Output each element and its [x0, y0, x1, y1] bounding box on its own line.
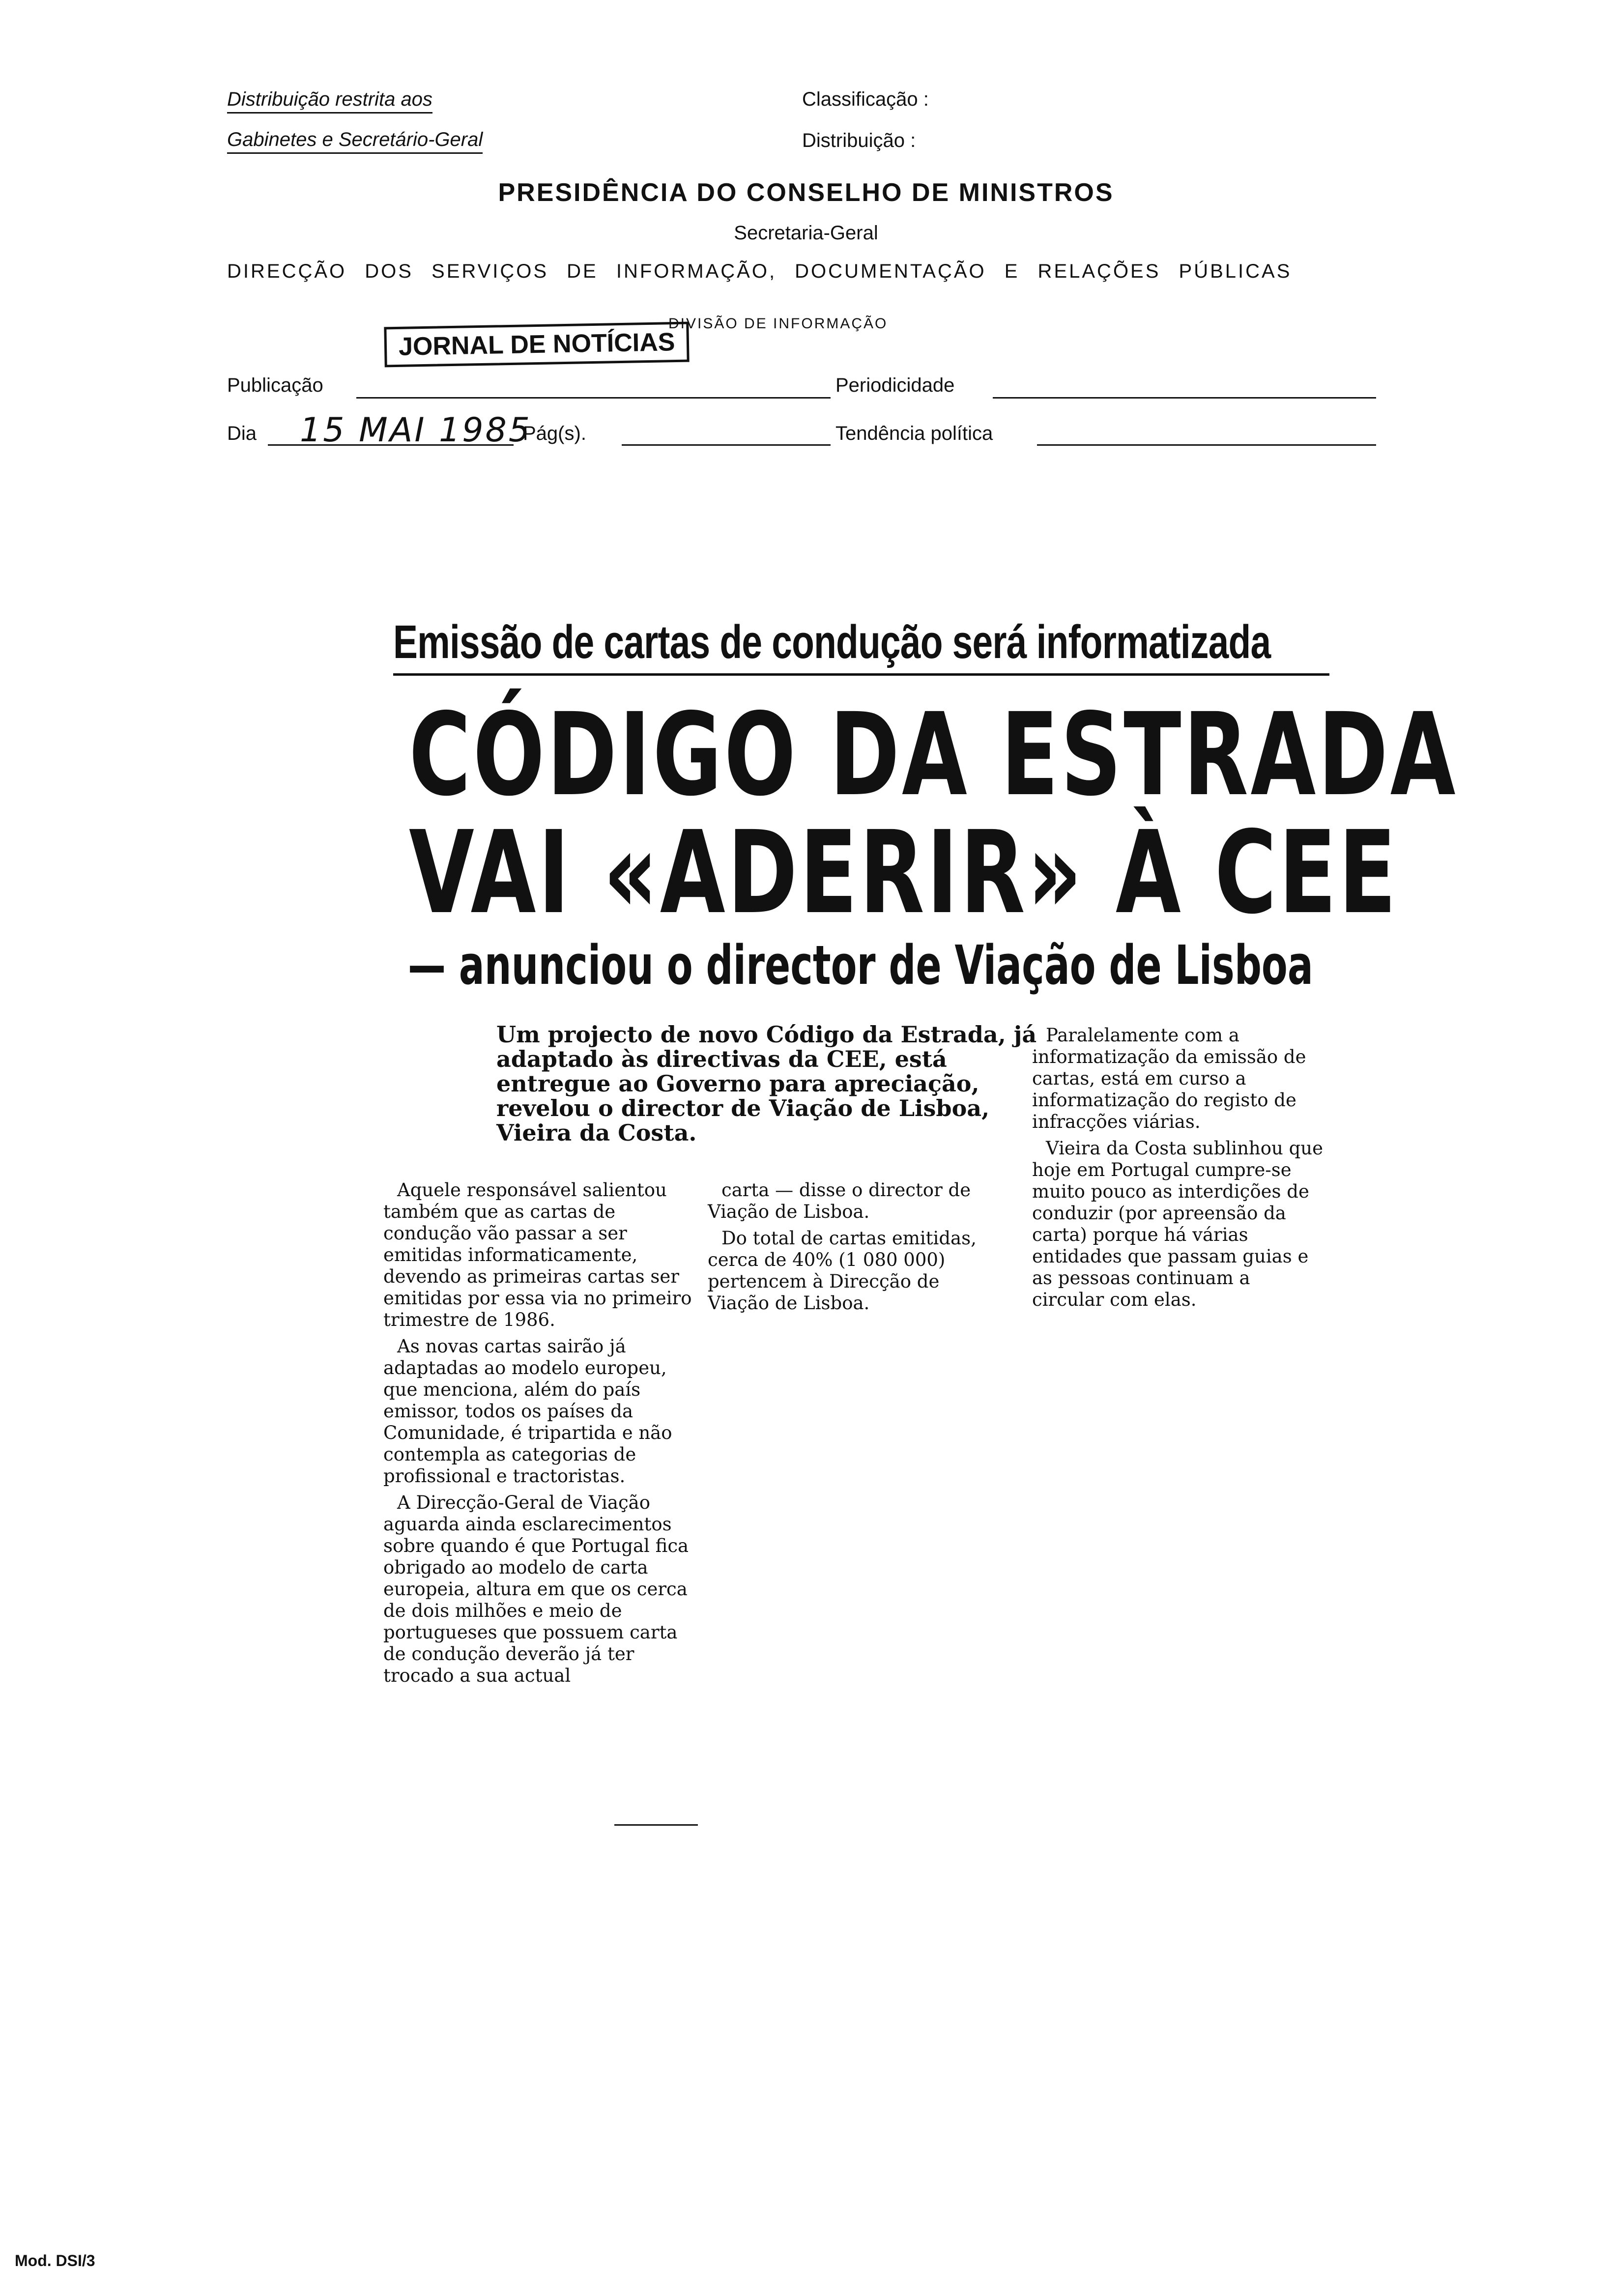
headline-line2: VAI «ADERIR» À CEE — [409, 806, 1399, 939]
article-subhead: Emissão de cartas de condução será informatizada — [393, 616, 1271, 668]
headline-line1: CÓDIGO DA ESTRADA — [409, 689, 1458, 821]
classification-label: Classificação : — [802, 88, 929, 110]
date-stamp: 15 MAI 1985 — [300, 411, 532, 450]
article-column-2 — [708, 1179, 1003, 1319]
paragraph: Aquele responsável salientou também que as cartas de condução vão passar a ser emitidas informaticamente, devendo as primeiras cartas ser emitidas por essa via no primeiro trimestre de 1986. — [383, 1179, 692, 1330]
pages-label: Pág(s). — [523, 423, 586, 444]
paragraph: carta — disse o director de Viação de Lisboa. — [708, 1179, 971, 1222]
directorate-name: DIRECÇÃO DOS SERVIÇOS DE INFORMAÇÃO, DOCUMENTAÇÃO E RELAÇÕES PÚBLICAS — [227, 260, 1292, 282]
periodicity-line — [993, 397, 1376, 399]
distribution-restriction-line1: Distribuição restrita aos — [227, 88, 432, 111]
article-column-3 — [1032, 1025, 1327, 1316]
column-end-rule — [614, 1824, 698, 1826]
subhead-rule — [393, 673, 1329, 676]
day-label: Dia — [227, 423, 257, 444]
distribution-restriction-line2: Gabinetes e Secretário-Geral — [227, 129, 483, 151]
form-code: Mod. DSI/3 — [15, 2252, 95, 2269]
pages-line — [622, 444, 831, 446]
department-name: Secretaria-Geral — [734, 222, 878, 244]
political-tendency-label: Tendência política — [835, 423, 993, 444]
article-deck: — anunciou o director de Viação de Lisboa — [408, 934, 1313, 997]
article-lede: Um projecto de novo Código da Estrada, já adaptado às directivas da CEE, está entregue ao Governo para apreciação, revelou o director de Viação de Lisboa, Vieira da Costa. — [496, 1021, 1037, 1146]
publication-label: Publicação — [227, 374, 323, 396]
paragraph: Vieira da Costa sublinhou que hoje em Portugal cumpre-se muito pouco as interdições de conduzir (por apreensão da carta) porque há várias entidades que passam guias e as pessoas continuam a circular com elas. — [1032, 1138, 1324, 1310]
political-tendency-line — [1037, 444, 1376, 446]
division-name: DIVISÃO DE INFORMAÇÃO — [668, 316, 888, 332]
institution-title: PRESIDÊNCIA DO CONSELHO DE MINISTROS — [498, 178, 1114, 207]
paragraph: A Direcção-Geral de Viação aguarda ainda esclarecimentos sobre quando é que Portugal fica obrigado ao modelo de carta europeia, altura em que os cerca de dois milhões e meio de portugueses que possuem carta de condução deverão já ter trocado a sua actual — [383, 1492, 689, 1686]
paragraph: Do total de cartas emitidas, cerca de 40% (1 080 000) pertencem à Direcção de Viação de Lisboa. — [708, 1228, 977, 1314]
publication-line — [356, 397, 831, 399]
periodicity-label: Periodicidade — [835, 374, 955, 396]
paragraph: Paralelamente com a informatização da emissão de cartas, está em curso a informatização do registo de infracções viárias. — [1032, 1025, 1306, 1132]
article-column-1 — [383, 1179, 698, 1692]
paragraph: As novas cartas sairão já adaptadas ao modelo europeu, que menciona, além do país emissor, todos os países da Comunidade, é tripartida e não contempla as categorias de profissional e tractoristas. — [383, 1336, 672, 1487]
distribution-label: Distribuição : — [802, 130, 916, 151]
publication-stamp: JORNAL DE NOTÍCIAS — [384, 322, 690, 368]
